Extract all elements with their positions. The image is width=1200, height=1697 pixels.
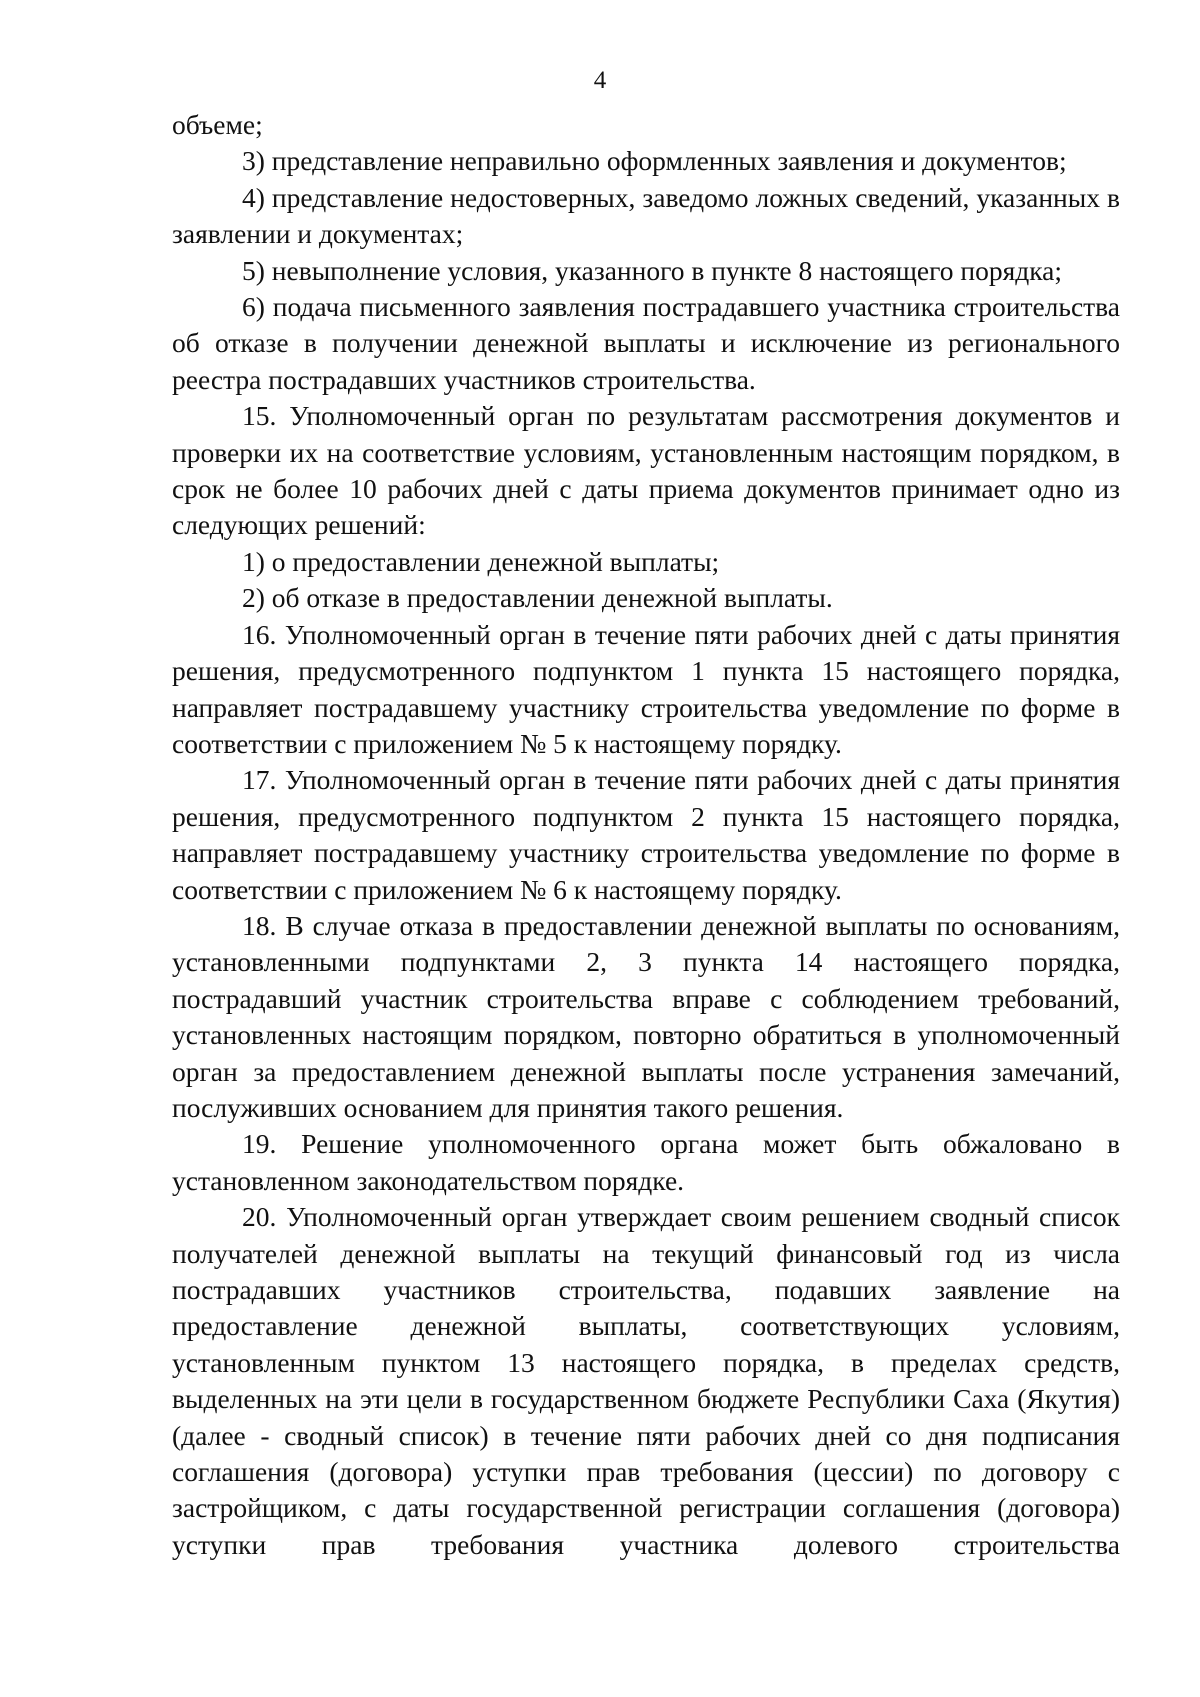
page-number: 4 <box>593 67 607 94</box>
paragraph-16: 16. Уполномоченный орган в течение пяти рабочих дней с даты принятия решения, предусмотренного подпунктом 1 пункта 15 настоящего порядка, направляет пострадавшему участнику строительства уведомление по форме в соответствии с приложением № 5 к настоящему порядку. <box>172 618 1120 759</box>
paragraph-item-3: 3) представление неправильно оформленных заявления и документов; <box>242 145 1067 177</box>
paragraph-20: 20. Уполномоченный орган утверждает своим решением сводный список получателей денежной выплаты на текущий финансовый год из числа пострадавших участников строительства, подавших заявление на предоставление денежной выплаты, соответствующих условиям, установленным пунктом 13 настоящего порядка, в пределах средств, выделенных на эти цели в государственном бюджете Республики Саха (Якутия) (далее - сводный список) в течение пяти рабочих дней со дня подписания соглашения (договора) уступки прав требования (цессии) по договору с застройщиком, с даты государственной регистрации соглашения (договора) уступки прав требования участника долевого строительства <box>172 1201 1120 1560</box>
paragraph-18: 18. В случае отказа в предоставлении денежной выплаты по основаниям, установленными подпунктами 2, 3 пункта 14 настоящего порядка, пострадавший участник строительства вправе с соблюдением требований, установленных настоящим порядком, повторно обратиться в уполномоченный орган за предоставлением денежной выплаты после устранения замечаний, послуживших основанием для принятия такого решения. <box>172 909 1120 1123</box>
paragraph-19: 19. Решение уполномоченного органа может быть обжаловано в установленном законодательством порядке. <box>172 1128 1120 1196</box>
paragraph-17: 17. Уполномоченный орган в течение пяти рабочих дней с даты принятия решения, предусмотренного подпунктом 2 пункта 15 настоящего порядка, направляет пострадавшему участнику строительства уведомление по форме в соответствии с приложением № 6 к настоящему порядку. <box>172 764 1120 905</box>
paragraph-item-6: 6) подача письменного заявления пострадавшего участника строительства об отказе в получении денежной выплаты и исключение из регионального реестра пострадавших участников строительства. <box>172 291 1120 395</box>
document-body <box>172 107 1120 1563</box>
paragraph-item-5: 5) невыполнение условия, указанного в пункте 8 настоящего порядка; <box>242 254 1063 286</box>
paragraph-continuation: объеме; <box>172 109 263 140</box>
paragraph-item-4: 4) представление недостоверных, заведомо ложных сведений, указанных в заявлении и документах; <box>172 181 1120 250</box>
paragraph-15: 15. Уполномоченный орган по результатам рассмотрения документов и проверки их на соответствие условиям, установленным настоящим порядком, в срок не более 10 рабочих дней с даты приема документов принимает одно из следующих решений: <box>172 400 1120 541</box>
paragraph-15-item-2: 2) об отказе в предоставлении денежной выплаты. <box>242 582 833 614</box>
paragraph-15-item-1: 1) о предоставлении денежной выплаты; <box>242 545 720 577</box>
